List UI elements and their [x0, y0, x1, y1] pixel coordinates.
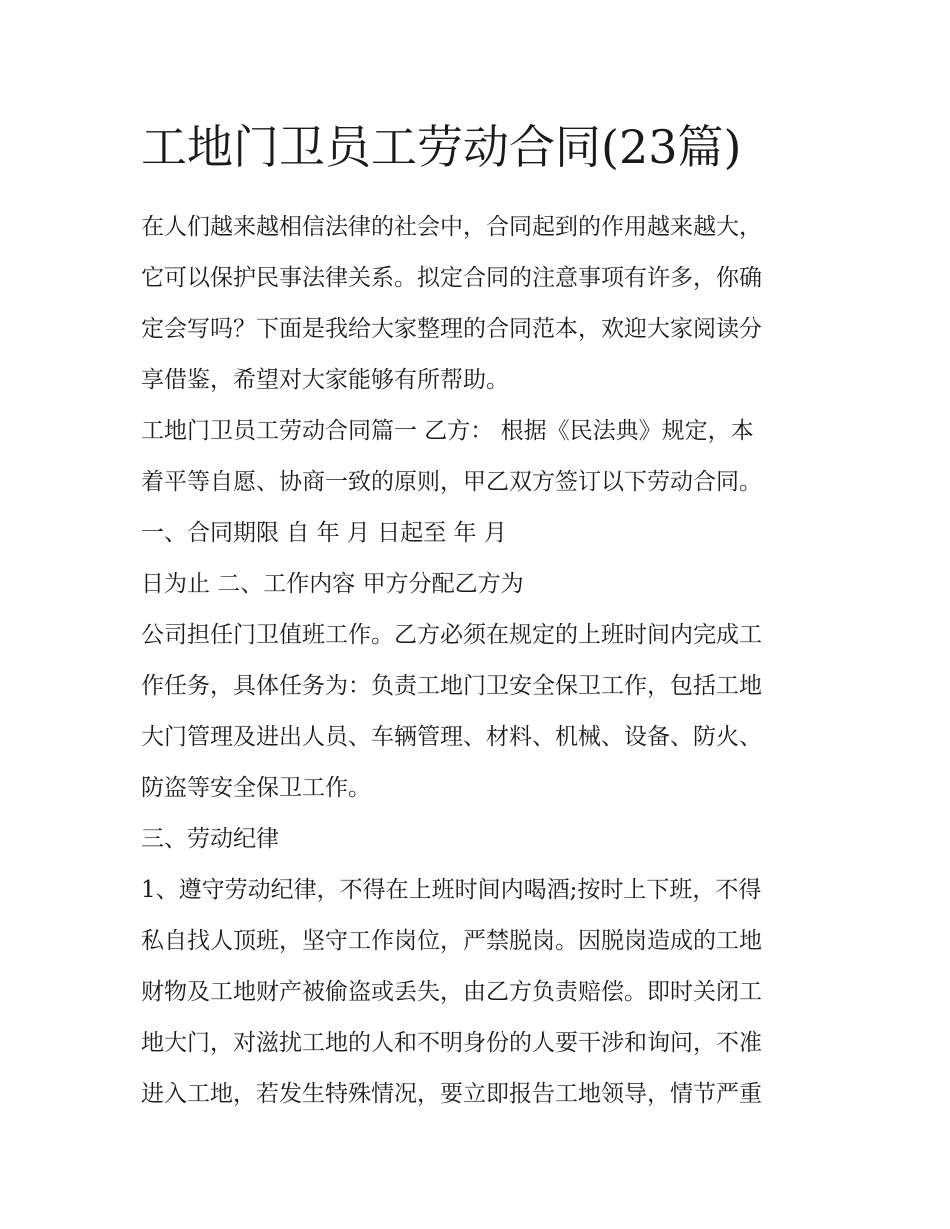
body-line: 着平等自愿、协商一致的原则，甲乙双方签订以下劳动合同。 — [141, 469, 762, 495]
body-line: 进入工地，若发生特殊情况，要立即报告工地领导，情节严重 — [141, 1081, 762, 1107]
body-line: 财物及工地财产被偷盗或丢失，由乙方负责赔偿。即时关闭工 — [141, 979, 762, 1005]
document-title: 工地门卫员工劳动合同(23篇) — [141, 120, 742, 174]
body-line: 作任务，具体任务为：负责工地门卫安全保卫工作，包括工地 — [141, 673, 762, 699]
body-line: 私自找人顶班，坚守工作岗位，严禁脱岗。因脱岗造成的工地 — [141, 928, 762, 954]
body-line: 享借鉴，希望对大家能够有所帮助。 — [141, 367, 509, 393]
body-line: 1、遵守劳动纪律，不得在上班时间内喝酒;按时上下班，不得 — [141, 877, 762, 903]
body-line: 公司担任门卫值班工作。乙方必须在规定的上班时间内完成工 — [141, 622, 762, 648]
body-line: 大门管理及进出人员、车辆管理、材料、机械、设备、防火、 — [141, 724, 762, 750]
body-line: 三、劳动纪律 — [141, 826, 279, 852]
body-line: 在人们越来越相信法律的社会中，合同起到的作用越来越大， — [141, 214, 762, 240]
body-line: 定会写吗？下面是我给大家整理的合同范本，欢迎大家阅读分 — [141, 316, 762, 342]
body-line: 地大门，对滋扰工地的人和不明身份的人要干涉和询问，不准 — [141, 1030, 762, 1056]
body-line: 日为止 二、工作内容 甲方分配乙方为 — [141, 571, 524, 597]
body-line: 它可以保护民事法律关系。拟定合同的注意事项有许多，你确 — [141, 265, 762, 291]
document-body — [141, 202, 821, 1120]
body-line: 防盗等安全保卫工作。 — [141, 775, 371, 801]
body-line: 一、合同期限 自 年 月 日起至 年 月 — [141, 520, 507, 546]
body-line: 工地门卫员工劳动合同篇一 乙方： 根据《民法典》规定，本 — [141, 418, 754, 444]
document-page — [141, 112, 821, 1120]
